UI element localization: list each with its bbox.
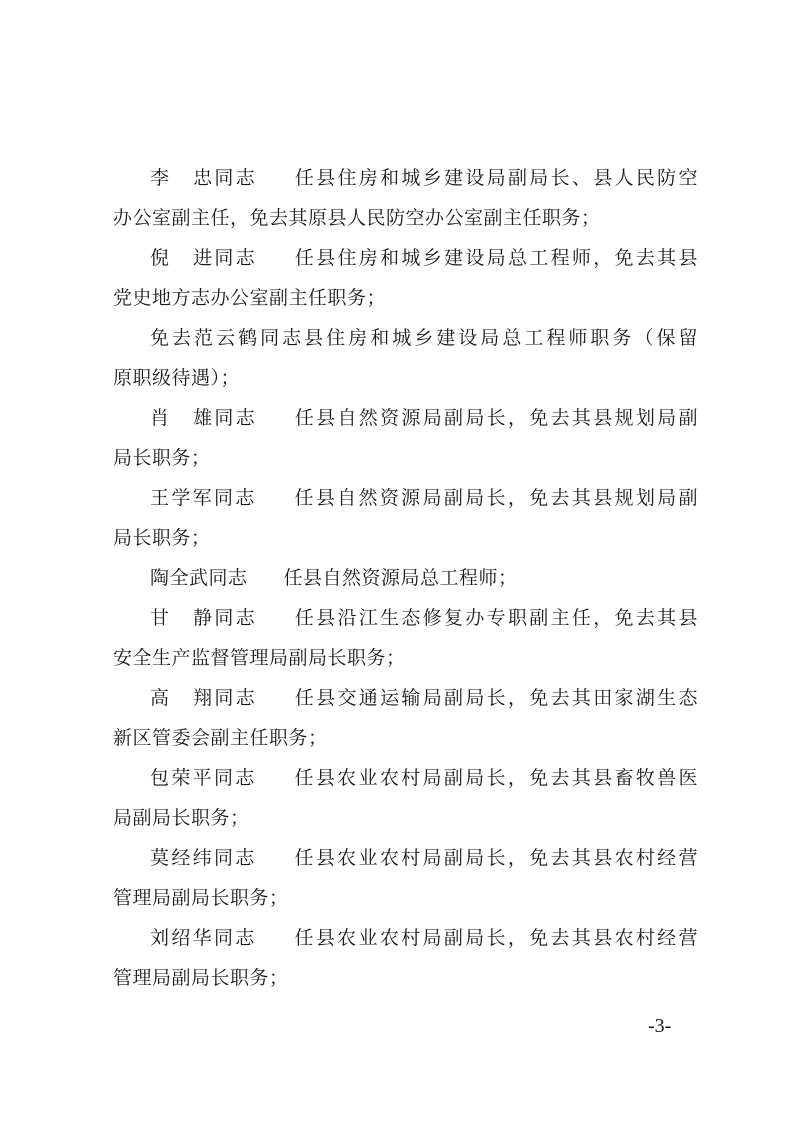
appointment-entry — [113, 758, 698, 838]
entry-first-line — [113, 678, 698, 718]
entry-first-line — [113, 158, 698, 198]
appointment-entry — [113, 558, 698, 598]
appointment-text: 任县自然资源局副局长，免去其县规划局副 — [293, 407, 698, 429]
entry-continuation-line: 管理局副局长职务； — [113, 887, 289, 909]
person-name: 莫经纬同志 — [150, 847, 257, 869]
appointment-entry — [113, 398, 698, 478]
entry-continuation-line: 党史地方志办公室副主任职务； — [113, 287, 387, 309]
entry-continuation-line: 局长职务； — [113, 527, 211, 549]
entry-first-line — [113, 558, 698, 598]
entry-first-line — [113, 838, 698, 878]
appointment-text: 任县农业农村局副局长，免去其县农村经营 — [292, 847, 698, 869]
appointment-entry — [113, 838, 698, 918]
dismissal-entry — [113, 318, 698, 398]
entry-first-line — [113, 238, 698, 278]
person-name: 陶全武同志 — [150, 567, 248, 589]
person-name-part: 静同志 — [191, 607, 258, 629]
person-name-part: 翔同志 — [191, 687, 258, 709]
appointment-entry — [113, 238, 698, 318]
entry-continuation-line: 新区管委会副主任职务； — [113, 727, 328, 749]
person-name: 王学军同志 — [150, 487, 257, 509]
entry-continuation-line: 原职级待遇）； — [113, 367, 241, 389]
person-name: 刘绍华同志 — [150, 927, 257, 949]
entry-first-line — [113, 918, 698, 958]
appointment-text: 任县交通运输局副局长，免去其田家湖生态 — [293, 687, 698, 709]
person-name-part: 进同志 — [191, 247, 258, 269]
person-name-part: 肖 — [150, 407, 172, 429]
person-name-part: 李 — [150, 167, 172, 189]
entry-continuation-line: 管理局副局长职务； — [113, 967, 289, 989]
appointment-text: 任县自然资源局总工程师； — [283, 567, 518, 589]
entry-continuation-line: 局长职务； — [113, 447, 211, 469]
appointment-entry — [113, 678, 698, 758]
person-name-part: 忠同志 — [191, 167, 258, 189]
entry-first-line — [113, 758, 698, 798]
appointment-entry — [113, 598, 698, 678]
appointment-text: 任县住房和城乡建设局总工程师，免去其县 — [293, 247, 698, 269]
person-name-part: 高 — [150, 687, 172, 709]
appointment-text: 任县自然资源局副局长，免去其县规划局副 — [292, 487, 698, 509]
appointment-entry — [113, 158, 698, 238]
document-body — [113, 158, 698, 998]
appointment-entry — [113, 918, 698, 998]
entry-continuation-line: 办公室副主任，免去其原县人民防空办公室副主任职务； — [113, 207, 601, 229]
entry-first-line — [113, 478, 698, 518]
appointment-text: 任县沿江生态修复办专职副主任，免去其县 — [293, 607, 698, 629]
appointment-text: 任县农业农村局副局长，免去其县农村经营 — [292, 927, 698, 949]
appointment-entry — [113, 478, 698, 558]
appointment-text: 任县住房和城乡建设局副局长、县人民防空 — [293, 167, 698, 189]
person-name-part: 倪 — [150, 247, 172, 269]
entry-first-line — [113, 398, 698, 438]
entry-first-line — [113, 598, 698, 638]
appointment-text: 任县农业农村局副局长，免去其县畜牧兽医 — [292, 767, 698, 789]
entry-continuation-line: 安全生产监督管理局副局长职务； — [113, 647, 406, 669]
person-name: 包荣平同志 — [150, 767, 257, 789]
entry-first-line: 免去范云鹤同志县住房和城乡建设局总工程师职务（保留 — [150, 327, 698, 349]
page-number: -3- — [648, 1015, 672, 1037]
person-name-part: 甘 — [150, 607, 172, 629]
entry-continuation-line: 局副局长职务； — [113, 807, 250, 829]
person-name-part: 雄同志 — [191, 407, 258, 429]
